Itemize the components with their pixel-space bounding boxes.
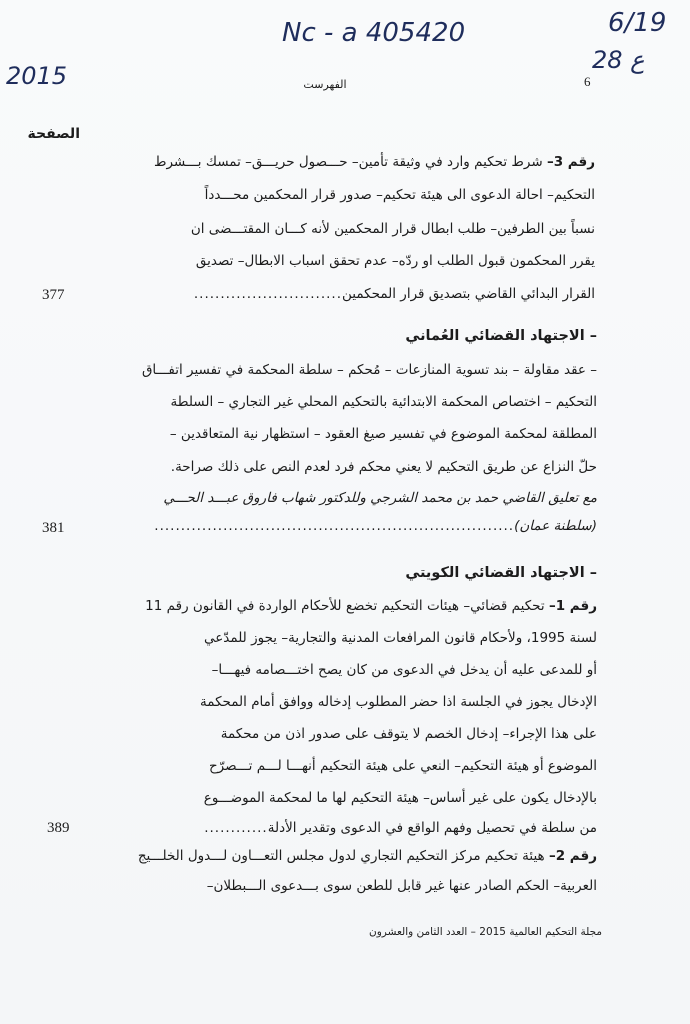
- handwritten-reference-code: Nc - a 405420: [282, 18, 466, 48]
- entry-line: لسنة 1995، ولأحكام قانون المرافعات المدنية والتجارية– يجوز للمدّعي: [204, 630, 597, 646]
- commentary-line: مع تعليق القاضي حمد بن محمد الشرجي وللدكتور شهاب فاروق عبـــد الحـــي: [163, 490, 597, 506]
- entry-line: التحكيم – اختصاص المحكمة الابتدائية بالتحكيم المحلي غير التجاري – السلطة: [170, 394, 597, 410]
- page-reference: 381: [42, 520, 65, 536]
- section-heading-omani: – الاجتهاد القضائي العُماني: [405, 328, 597, 344]
- entry-line: أو للمدعى عليه أن يدخل في الدعوى من كان يصح اختـــصامه فيهـــا–: [211, 662, 597, 678]
- handwritten-date: 6/19: [608, 8, 667, 38]
- entry-line: [194, 286, 595, 302]
- entry-text: هيئة تحكيم مركز التحكيم التجاري لدول مجلس التعـــاون لـــدول الخلـــيج: [137, 848, 549, 864]
- entry-line: [138, 848, 597, 864]
- page-number: 6: [584, 74, 591, 89]
- leader-dots: ............................: [193, 286, 343, 302]
- entry-line: الموضوع أو هيئة التحكيم– النعي على هيئة التحكيم أنهـــا لـــم تـــصرّح: [208, 758, 597, 774]
- entry-number: رقم 2–: [548, 848, 597, 864]
- entry-text: تحكيم قضائي– هيئات التحكيم تخضع للأحكام الواردة في القانون رقم 11: [145, 598, 549, 614]
- entry-line: نسباً بين الطرفين– طلب ابطال قرار المحكمين لأنه كـــان المقتـــضى ان: [190, 221, 595, 237]
- entry-line: حلّ النزاع عن طريق التحكيم لا يعني محكم فرد لعدم النص على ذلك صراحة.: [170, 459, 597, 475]
- entry-line: – عقد مقاولة – بند تسوية المنازعات – مُحكم – سلطة المحكمة في تفسير اتفـــاق: [141, 362, 597, 378]
- journal-footer: مجلة التحكيم العالمية 2015 – العدد الثامن والعشرون: [369, 926, 602, 938]
- entry-text: من سلطة في تحصيل وفهم الواقع في الدعوى وتقدير الأدلة: [267, 820, 597, 836]
- entry-text: (سلطنة عمان): [514, 518, 597, 534]
- page-column-heading: الصفحة: [27, 126, 80, 142]
- entry-text: القرار البدائي القاضي بتصديق قرار المحكمين: [342, 286, 595, 302]
- entry-line: المطلقة لمحكمة الموضوع في تفسير صيغ العقود – استظهار نية المتعاقدين –: [169, 426, 597, 442]
- page-reference: 377: [42, 287, 65, 303]
- handwritten-year: 2015: [6, 62, 68, 90]
- section-heading-kuwaiti: – الاجتهاد القضائي الكويتي: [405, 565, 597, 581]
- entry-line: [154, 518, 597, 534]
- entry-number: رقم 3–: [546, 154, 595, 170]
- entry-line: يقرر المحكمون قبول الطلب او ردّه– عدم تحقق اسباب الابطال– تصديق: [195, 253, 595, 269]
- entry-line: التحكيم– احالة الدعوى الى هيئة تحكيم– صدور قرار المحكمين محـــدداً: [204, 187, 595, 203]
- entry-line: بالإدخال يكون على غير أساس– هيئة التحكيم لها ما لمحكمة الموضـــوع: [203, 790, 597, 806]
- entry-line: [204, 820, 597, 836]
- entry-line: [154, 154, 595, 170]
- entry-number: رقم 1–: [548, 598, 597, 614]
- handwritten-issue-code: 28 ع: [592, 46, 645, 74]
- entry-line: العربية– الحكم الصادر عنها غير قابل للطعن سوى بـــدعوى الـــبطلان–: [206, 878, 597, 894]
- entry-line: على هذا الإجراء– إدخال الخصم لا يتوقف على صدور اذن من محكمة: [220, 726, 597, 742]
- page-reference: 389: [47, 820, 70, 836]
- bleed-through-text: [626, 300, 630, 315]
- entry-line: الإدخال يجوز في الجلسة اذا حضر المطلوب إدخاله ووافق أمام المحكمة: [200, 694, 597, 710]
- entry-line: [145, 598, 597, 614]
- leader-dots: ............: [204, 820, 268, 836]
- index-title: الفهرست: [303, 78, 347, 91]
- entry-text: شرط تحكيم وارد في وثيقة تأمين– حـــصول حريـــق– تمسك بـــشرط: [153, 154, 547, 170]
- leader-dots: ....................................................................: [154, 518, 515, 534]
